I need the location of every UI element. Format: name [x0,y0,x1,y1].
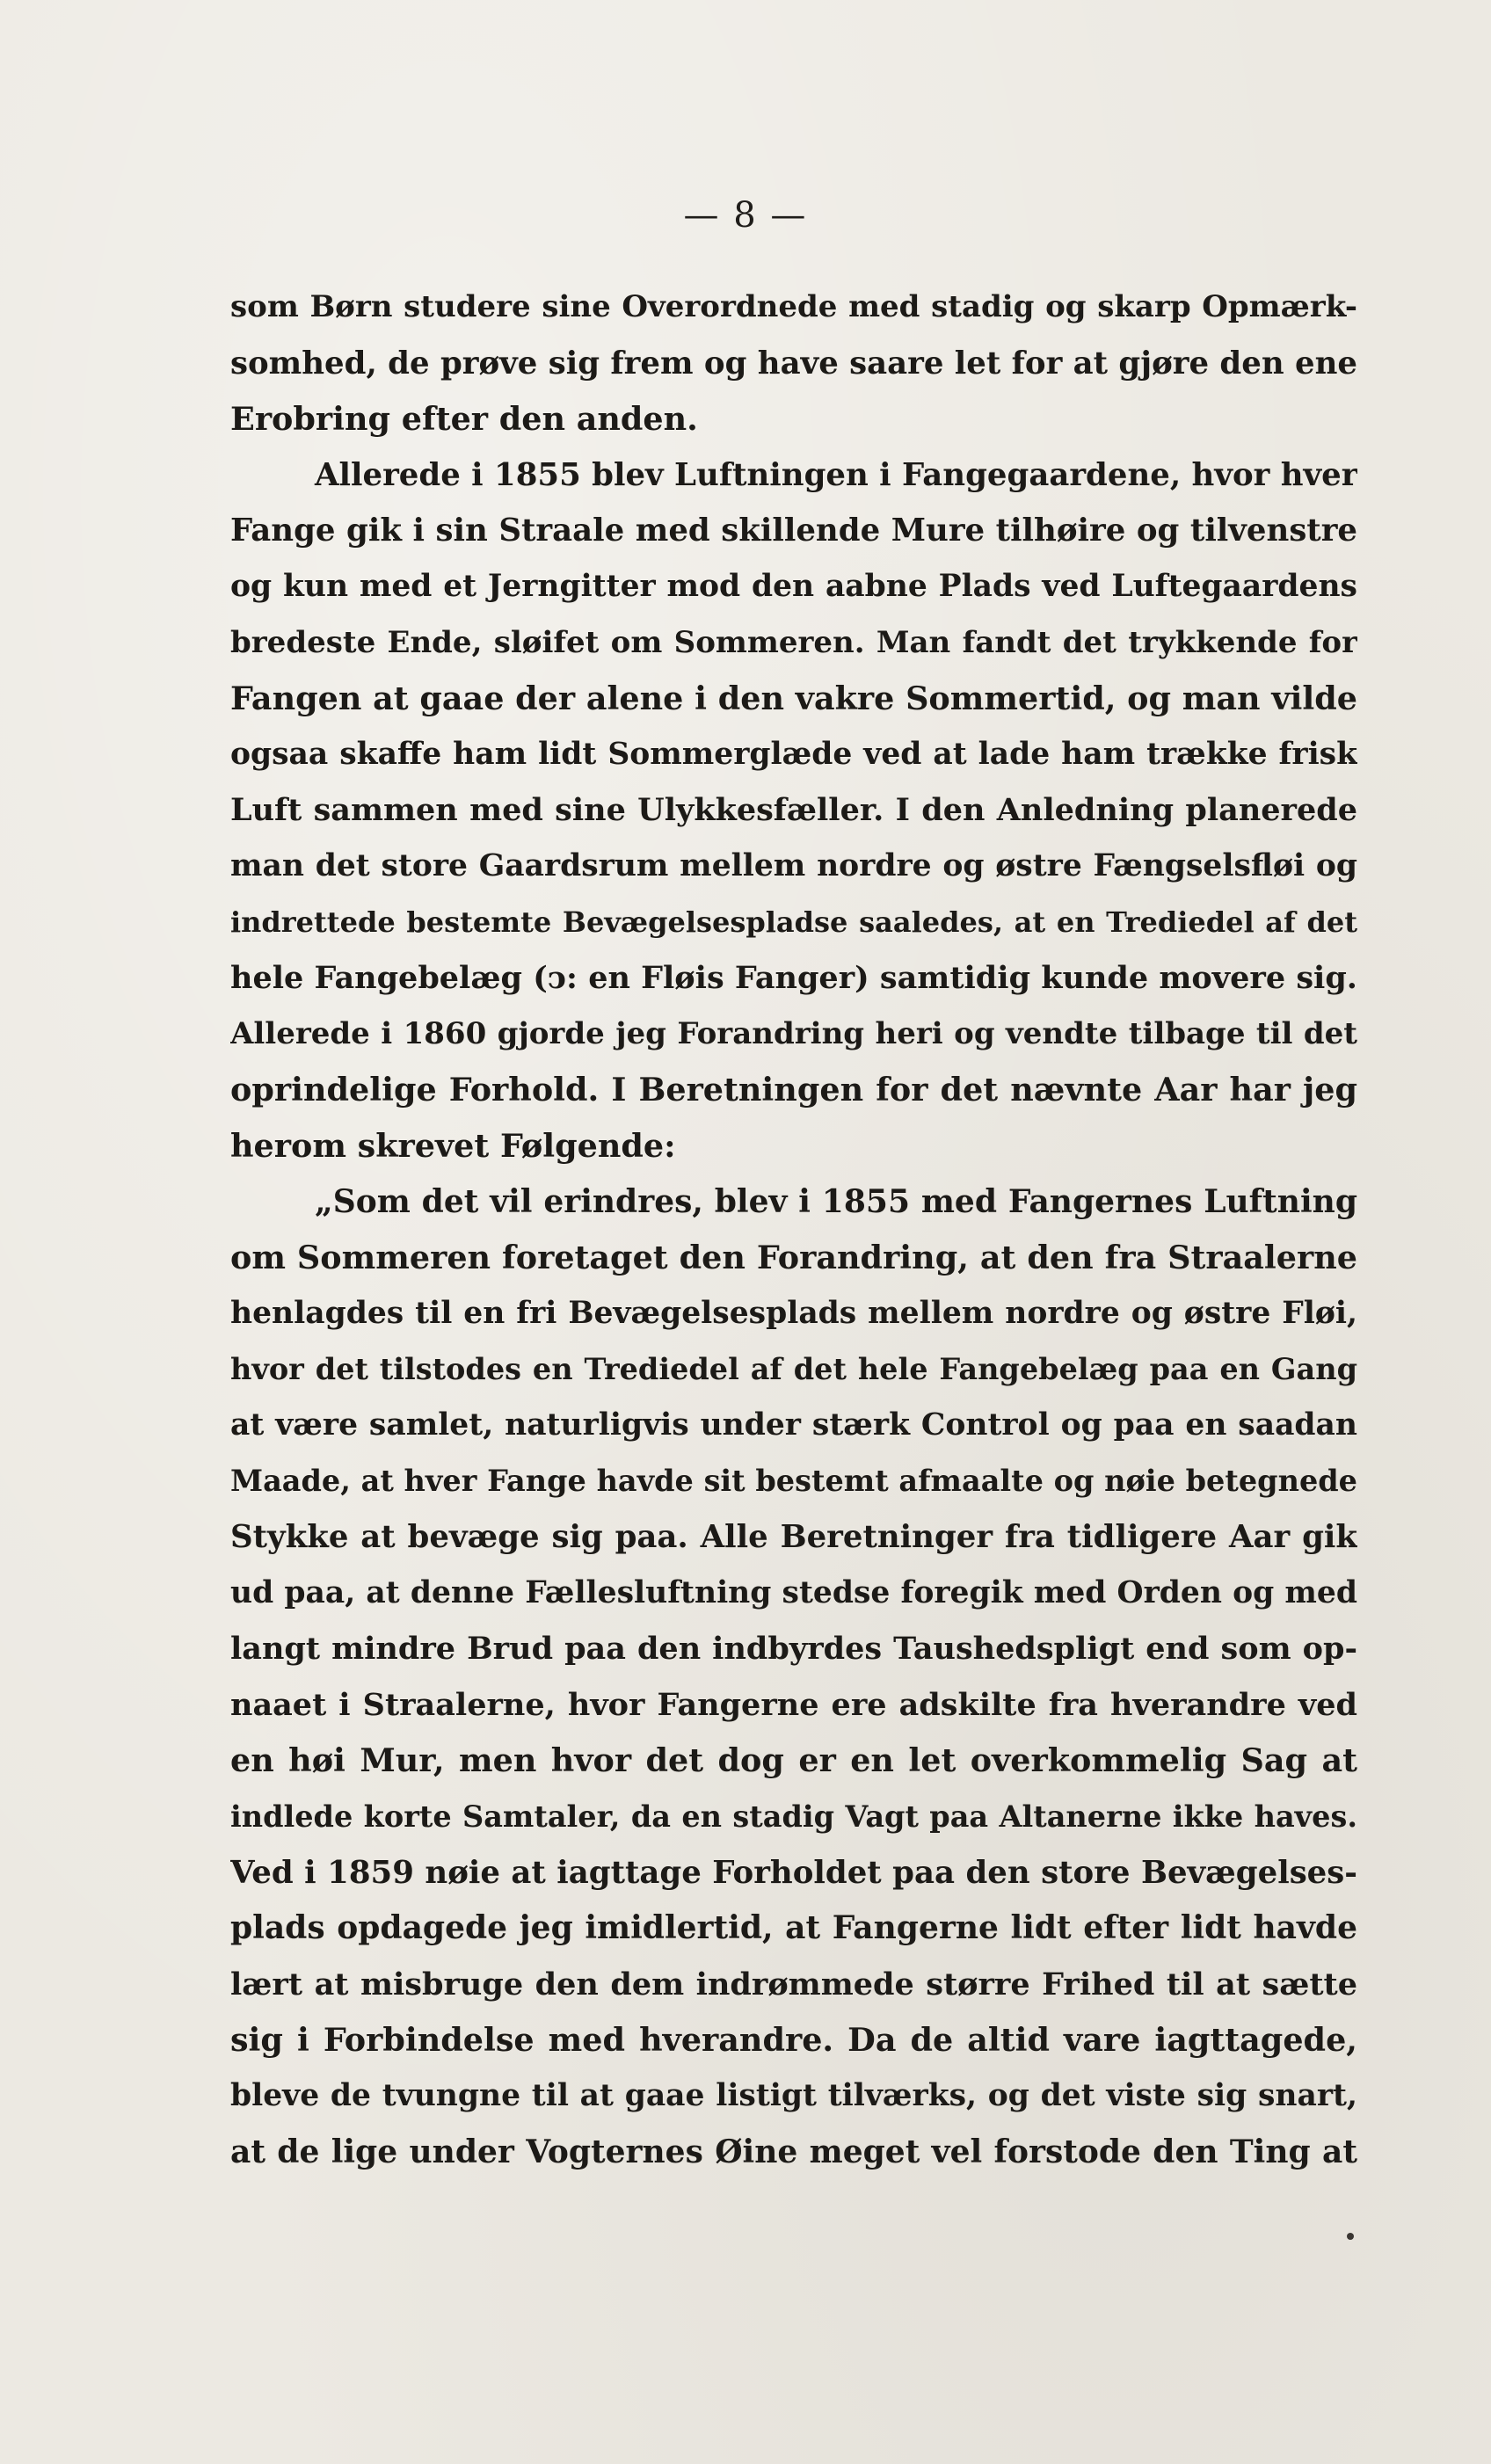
text-line: Allerede i 1860 gjorde jeg Forandring heri og vendte tilbage til det [230,1015,1357,1051]
text-line: oprindelige Forhold. I Beretningen for det nævnte Aar har jeg [230,1071,1357,1109]
text-line: indlede korte Samtaler, da en stadig Vagt paa Altanerne ikke haves. [230,1799,1357,1835]
text-line: plads opdagede jeg imidlertid, at Fangerne lidt efter lidt havde [230,1909,1357,1947]
text-line: henlagdes til en fri Bevægelsesplads mellem nordre og østre Fløi, [230,1295,1357,1331]
text-line: Fangen at gaae der alene i den vakre Sommertid, og man vilde [230,680,1357,718]
text-line: somhed, de prøve sig frem og have saare let for at gjøre den ene [230,345,1357,382]
text-line: en høi Mur, men hvor det dog er en let overkommelig Sag at [230,1741,1357,1780]
text-line: hvor det tilstodes en Trediedel af det hele Fangebelæg paa en Gang [230,1352,1357,1387]
text-line: som Børn studere sine Overordnede med stadig og skarp Opmærk- [230,289,1357,324]
text-line: hele Fangebelæg (ↄ: en Fløis Fanger) samtidig kunde movere sig. [230,960,1357,997]
text-line: Fange gik i sin Straale med skillende Mure tilhøire og tilvenstre [230,512,1357,549]
text-line: Erobring efter den anden. [230,400,698,439]
text-line: ogsaa skaffe ham lidt Sommerglæde ved at lade ham trække frisk [230,736,1357,772]
text-line: og kun med et Jerngitter mod den aabne Plads ved Luftegaardens [230,568,1357,604]
text-line: man det store Gaardsrum mellem nordre og østre Fængselsfløi og [230,847,1357,883]
text-line: om Sommeren foretaget den Forandring, at den fra Straalerne [230,1239,1357,1277]
text-line: at de lige under Vogternes Øine meget vel forstode den Ting at [230,2133,1357,2170]
text-line: „Som det vil erindres, blev i 1855 med Fangernes Luftning [315,1182,1357,1220]
page-number: — 8 — [683,195,808,236]
text-line: bleve de tvungne til at gaae listigt tilværks, og det viste sig snart, [230,2078,1357,2113]
text-line: Luft sammen med sine Ulykkesfæller. I den Anledning planerede [230,792,1357,829]
text-line: lært at misbruge den dem indrømmede større Frihed til at sætte [230,1966,1357,2002]
text-line: Maade, at hver Fange havde sit bestemt afmaalte og nøie betegnede [230,1464,1357,1499]
text-line: sig i Forbindelse med hverandre. Da de altid vare iagttagede, [230,2021,1357,2060]
text-line: herom skrevet Følgende: [230,1126,676,1165]
text-line: naaet i Straalerne, hvor Fangerne ere adskilte fra hverandre ved [230,1686,1357,1723]
text-line: ud paa, at denne Fællesluftning stedse foregik med Orden og med [230,1574,1357,1610]
text-line: bredeste Ende, sløifet om Sommeren. Man fandt det trykkende for [230,624,1357,660]
text-line: Ved i 1859 nøie at iagttage Forholdet paa den store Bevægelses- [230,1854,1357,1891]
text-line: langt mindre Brud paa den indbyrdes Taushedspligt end som op- [230,1631,1357,1668]
text-line: Stykke at bevæge sig paa. Alle Beretninger fra tidligere Aar gik [230,1519,1357,1556]
body-text [230,280,1357,2180]
text-line: indrettede bestemte Bevægelsespladse saaledes, at en Trediedel af det [230,905,1357,939]
text-line: at være samlet, naturligvis under stærk Control og paa en saadan [230,1406,1357,1443]
ink-speck [1347,2233,1354,2240]
text-line: Allerede i 1855 blev Luftningen i Fangegaardene, hvor hver [315,456,1357,493]
